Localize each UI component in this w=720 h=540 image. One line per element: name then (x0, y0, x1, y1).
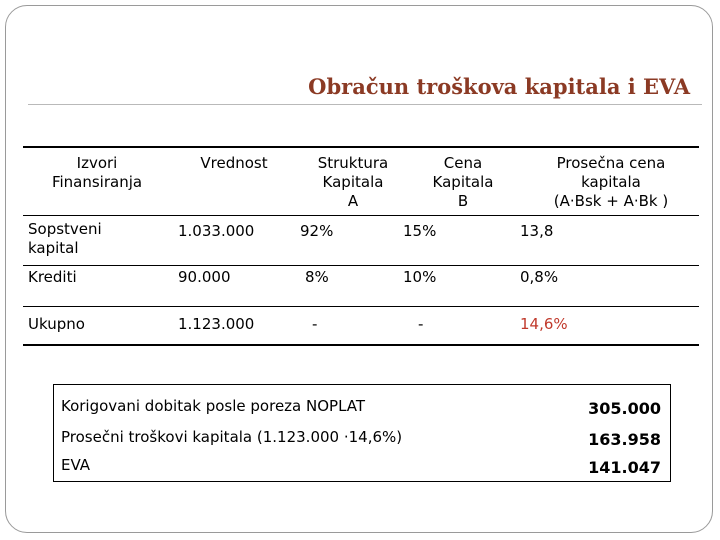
row-loans-cost: 10% (403, 268, 437, 286)
header-avg-line: kapitala (581, 173, 641, 191)
row-total-avg: 14,6% (520, 315, 568, 333)
header-avg-line: (A·Bsk + A·Bk ) (553, 192, 669, 210)
header-cost-line: B (457, 192, 469, 210)
row-loans-value: 90.000 (178, 268, 231, 286)
header-cost (413, 154, 513, 211)
row-equity-avg: 13,8 (520, 222, 554, 240)
row-equity-structure: 92% (300, 222, 334, 240)
row-source-line: Sopstveni (28, 220, 102, 238)
row-total-source: Ukupno (28, 315, 85, 333)
table-row-divider (23, 215, 699, 216)
header-sources-line: Izvori (76, 154, 118, 172)
eva-label: EVA (61, 456, 91, 474)
header-structure-line: Kapitala (322, 173, 384, 191)
header-sources (23, 154, 171, 192)
eva-label: Prosečni troškovi kapitala (1.123.000 ·14,6%) (61, 428, 403, 446)
header-cost-line: Kapitala (432, 173, 494, 191)
row-source-line: kapital (28, 239, 79, 257)
eva-value: 141.047 (588, 458, 661, 477)
row-total-value: 1.123.000 (178, 315, 255, 333)
title-divider (28, 104, 702, 105)
table-row-divider (23, 265, 699, 266)
table-row-divider (23, 306, 699, 307)
header-avg-line: Prosečna cena (556, 154, 666, 172)
header-avg-cost (523, 154, 699, 211)
eva-label: Korigovani dobitak posle poreza NOPLAT (61, 397, 366, 415)
header-cost-line: Cena (443, 154, 483, 172)
page-title: Obračun troškova kapitala i EVA (308, 74, 690, 99)
header-structure-line: A (347, 192, 359, 210)
row-total-cost: - (418, 315, 424, 333)
eva-value: 163.958 (588, 430, 661, 449)
header-structure (303, 154, 403, 211)
row-equity-source (28, 220, 102, 258)
row-total-structure: - (312, 315, 318, 333)
eva-table (53, 384, 671, 482)
header-value: Vrednost (200, 154, 268, 172)
capital-cost-table (23, 146, 699, 346)
row-loans-structure: 8% (305, 268, 329, 286)
header-structure-line: Struktura (317, 154, 389, 172)
eva-value: 305.000 (588, 399, 661, 418)
row-equity-value: 1.033.000 (178, 222, 255, 240)
row-loans-avg: 0,8% (520, 268, 559, 286)
row-equity-cost: 15% (403, 222, 437, 240)
header-sources-line: Finansiranja (51, 173, 143, 191)
row-loans-source: Krediti (28, 268, 77, 286)
